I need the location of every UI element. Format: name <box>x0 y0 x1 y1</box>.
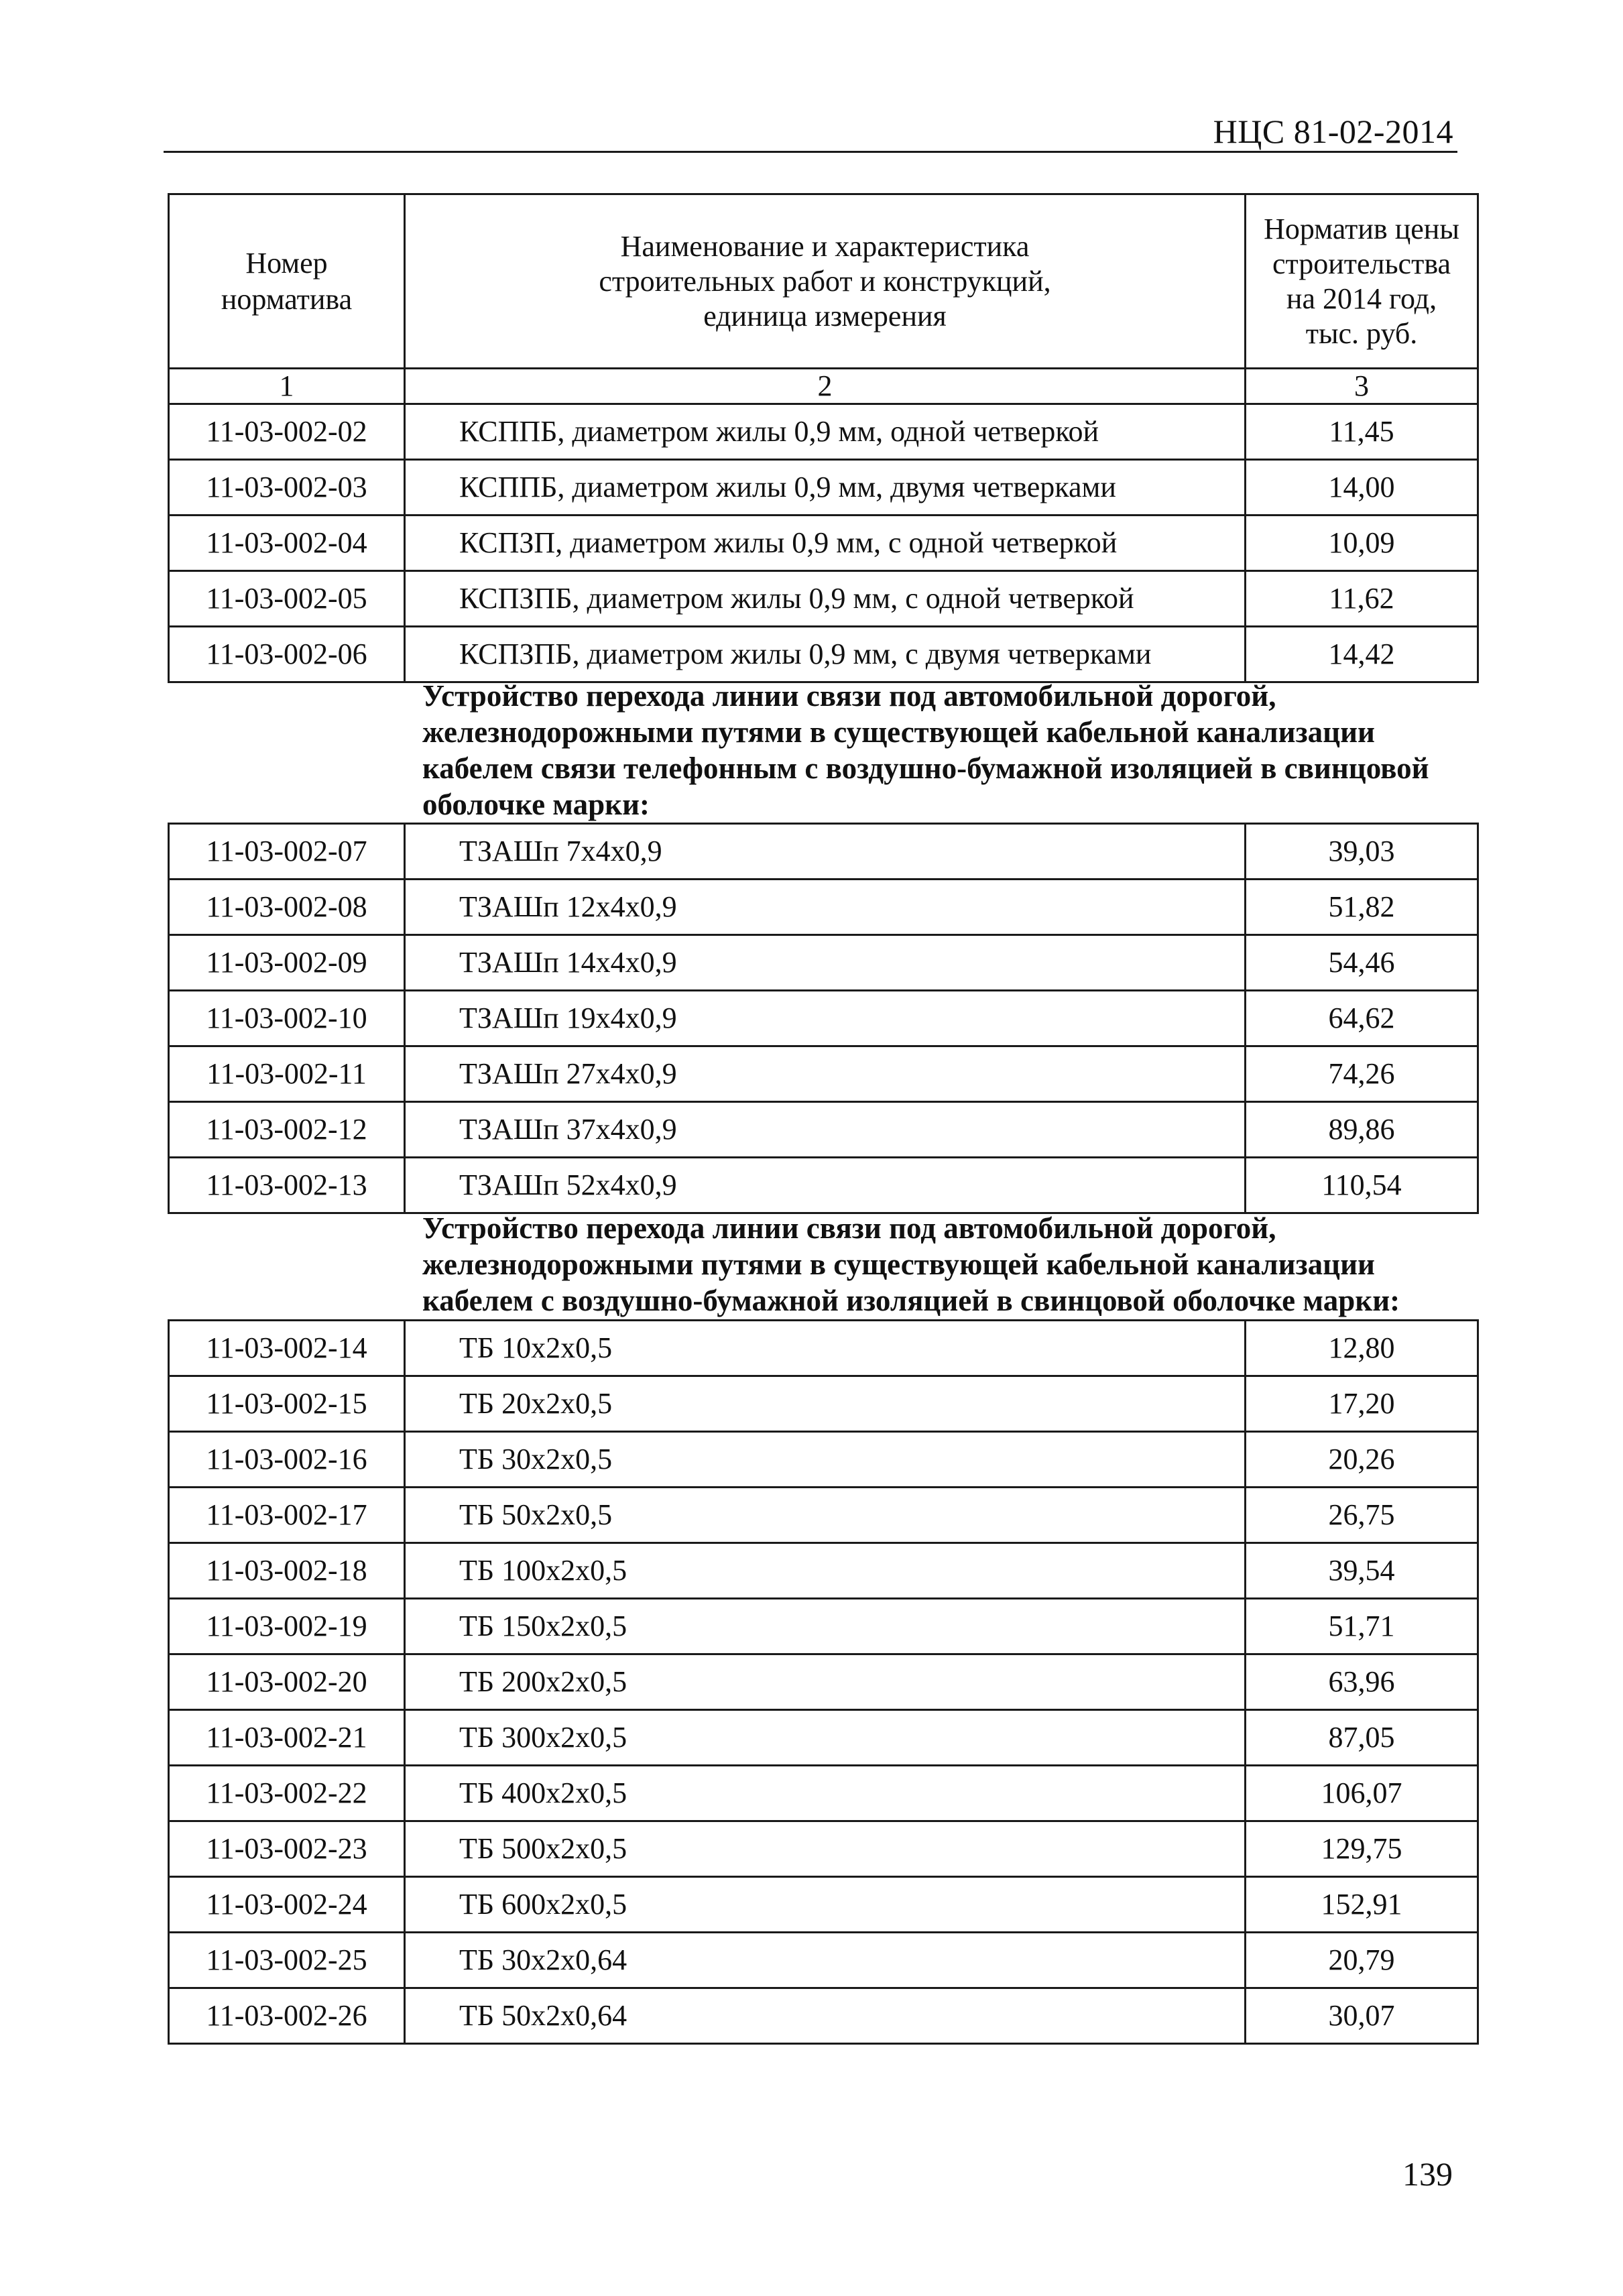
norm-code: 11-03-002-14 <box>169 1321 405 1376</box>
norm-name: ТБ 300х2х0,5 <box>405 1710 1246 1766</box>
table-row <box>169 1376 1478 1432</box>
norm-price: 106,07 <box>1246 1766 1478 1821</box>
norm-code: 11-03-002-19 <box>169 1599 405 1654</box>
norm-name: ТБ 50х2х0,5 <box>405 1488 1246 1543</box>
norm-code: 11-03-002-22 <box>169 1766 405 1821</box>
norm-price: 39,54 <box>1246 1543 1478 1599</box>
header-line: тыс. руб. <box>1305 316 1418 350</box>
norm-name: ТБ 200х2х0,5 <box>405 1654 1246 1710</box>
section-title-line: кабелем с воздушно-бумажной изоляцией в свинцовой оболочке марки: <box>422 1284 1400 1317</box>
norm-price: 30,07 <box>1246 1988 1478 2044</box>
norm-code: 11-03-002-13 <box>169 1158 405 1213</box>
norm-name: ТБ 150х2х0,5 <box>405 1599 1246 1654</box>
norm-name: ТБ 600х2х0,5 <box>405 1877 1246 1933</box>
table-row <box>169 935 1478 991</box>
table-row <box>169 1599 1478 1654</box>
norm-price: 39,03 <box>1246 824 1478 880</box>
table-row <box>169 1543 1478 1599</box>
norm-price: 87,05 <box>1246 1710 1478 1766</box>
norms-table-top <box>168 193 1479 683</box>
table-row <box>169 1933 1478 1988</box>
norm-name: КСППБ, диаметром жилы 0,9 мм, одной четверкой <box>405 404 1246 460</box>
norm-code: 11-03-002-05 <box>169 571 405 627</box>
table-row <box>169 627 1478 682</box>
norm-code: 11-03-002-06 <box>169 627 405 682</box>
norm-name: КСПЗП, диаметром жилы 0,9 мм, с одной четверкой <box>405 516 1246 571</box>
norm-price: 11,62 <box>1246 571 1478 627</box>
column-number: 1 <box>169 369 405 404</box>
norm-name: ТБ 500х2х0,5 <box>405 1821 1246 1877</box>
column-number: 2 <box>405 369 1246 404</box>
table-row <box>169 516 1478 571</box>
section-title-line: оболочке марки: <box>422 788 650 821</box>
norm-price: 51,82 <box>1246 880 1478 935</box>
norm-price: 20,79 <box>1246 1933 1478 1988</box>
norm-price: 17,20 <box>1246 1376 1478 1432</box>
header-cell-price <box>1246 194 1478 369</box>
norm-price: 54,46 <box>1246 935 1478 991</box>
norm-name: ТБ 10х2х0,5 <box>405 1321 1246 1376</box>
norm-code: 11-03-002-18 <box>169 1543 405 1599</box>
norm-code: 11-03-002-04 <box>169 516 405 571</box>
section-title <box>422 678 1468 823</box>
norm-name: ТЗАШп 7х4х0,9 <box>405 824 1246 880</box>
header-line: Номер <box>245 246 328 280</box>
table-row <box>169 404 1478 460</box>
norm-price: 63,96 <box>1246 1654 1478 1710</box>
table-row <box>169 1158 1478 1213</box>
norm-name: ТБ 50х2х0,64 <box>405 1988 1246 2044</box>
norm-code: 11-03-002-15 <box>169 1376 405 1432</box>
header-line: Норматив цены <box>1264 212 1459 245</box>
norm-price: 51,71 <box>1246 1599 1478 1654</box>
header-line: единица измерения <box>703 299 947 333</box>
header-line: Наименование и характеристика <box>620 229 1030 263</box>
norm-price: 110,54 <box>1246 1158 1478 1213</box>
norm-code: 11-03-002-02 <box>169 404 405 460</box>
norm-price: 14,00 <box>1246 460 1478 516</box>
norm-name: КСПЗПБ, диаметром жилы 0,9 мм, с двумя четверками <box>405 627 1246 682</box>
table-row <box>169 1432 1478 1488</box>
norm-price: 152,91 <box>1246 1877 1478 1933</box>
table-row <box>169 880 1478 935</box>
norm-code: 11-03-002-08 <box>169 880 405 935</box>
section-title-line: Устройство перехода линии связи под автомобильной дорогой, <box>422 1211 1276 1245</box>
table-header-row <box>169 194 1478 369</box>
header-cell-name <box>405 194 1246 369</box>
table-row <box>169 824 1478 880</box>
norm-name: ТЗАШп 27х4х0,9 <box>405 1046 1246 1102</box>
norm-price: 26,75 <box>1246 1488 1478 1543</box>
norm-name: ТБ 400х2х0,5 <box>405 1766 1246 1821</box>
table-row <box>169 1046 1478 1102</box>
table-row <box>169 1102 1478 1158</box>
section-title-line: железнодорожными путями в существующей кабельной канализации <box>422 715 1375 749</box>
norms-table-section-2 <box>168 1319 1479 2045</box>
norm-code: 11-03-002-21 <box>169 1710 405 1766</box>
norm-name: ТБ 100х2х0,5 <box>405 1543 1246 1599</box>
norm-name: ТЗАШп 52х4х0,9 <box>405 1158 1246 1213</box>
norm-code: 11-03-002-03 <box>169 460 405 516</box>
header-line: строительных работ и конструкций, <box>599 264 1051 298</box>
norm-price: 129,75 <box>1246 1821 1478 1877</box>
norm-code: 11-03-002-16 <box>169 1432 405 1488</box>
norm-name: ТБ 30х2х0,5 <box>405 1432 1246 1488</box>
norm-name: ТЗАШп 12х4х0,9 <box>405 880 1246 935</box>
norm-price: 10,09 <box>1246 516 1478 571</box>
table-row <box>169 460 1478 516</box>
norm-name: ТЗАШп 37х4х0,9 <box>405 1102 1246 1158</box>
norm-code: 11-03-002-23 <box>169 1821 405 1877</box>
norm-code: 11-03-002-24 <box>169 1877 405 1933</box>
table-row <box>169 1877 1478 1933</box>
table-row <box>169 1488 1478 1543</box>
norm-price: 74,26 <box>1246 1046 1478 1102</box>
header-rule <box>164 151 1457 153</box>
norm-name: КСППБ, диаметром жилы 0,9 мм, двумя четверками <box>405 460 1246 516</box>
table-row <box>169 1654 1478 1710</box>
table-row <box>169 1710 1478 1766</box>
norm-code: 11-03-002-26 <box>169 1988 405 2044</box>
column-number: 3 <box>1246 369 1478 404</box>
table-row <box>169 1321 1478 1376</box>
norm-code: 11-03-002-10 <box>169 991 405 1046</box>
norm-code: 11-03-002-07 <box>169 824 405 880</box>
header-line: норматива <box>221 282 353 316</box>
document-code: НЦС 81-02-2014 <box>1213 113 1453 150</box>
norms-table-section-1 <box>168 823 1479 1214</box>
norm-code: 11-03-002-12 <box>169 1102 405 1158</box>
norm-price: 14,42 <box>1246 627 1478 682</box>
norm-name: ТБ 30х2х0,64 <box>405 1933 1246 1988</box>
norm-price: 12,80 <box>1246 1321 1478 1376</box>
norm-code: 11-03-002-20 <box>169 1654 405 1710</box>
table-row <box>169 991 1478 1046</box>
table-row <box>169 1988 1478 2044</box>
table-row <box>169 1821 1478 1877</box>
header-line: на 2014 год, <box>1286 282 1437 315</box>
norm-name: ТЗАШп 19х4х0,9 <box>405 991 1246 1046</box>
section-title-line: железнодорожными путями в существующей кабельной канализации <box>422 1248 1375 1281</box>
norm-price: 20,26 <box>1246 1432 1478 1488</box>
norm-price: 11,45 <box>1246 404 1478 460</box>
section-title-line: кабелем связи телефонным с воздушно-бумажной изоляцией в свинцовой <box>422 751 1429 785</box>
norm-code: 11-03-002-09 <box>169 935 405 991</box>
page-number: 139 <box>1402 2155 1453 2193</box>
norm-code: 11-03-002-17 <box>169 1488 405 1543</box>
norm-name: КСПЗПБ, диаметром жилы 0,9 мм, с одной четверкой <box>405 571 1246 627</box>
norm-price: 64,62 <box>1246 991 1478 1046</box>
norm-name: ТЗАШп 14х4х0,9 <box>405 935 1246 991</box>
norm-price: 89,86 <box>1246 1102 1478 1158</box>
section-title <box>422 1210 1468 1319</box>
norm-code: 11-03-002-11 <box>169 1046 405 1102</box>
column-number-row <box>169 369 1478 404</box>
section-title-line: Устройство перехода линии связи под автомобильной дорогой, <box>422 679 1276 713</box>
table-row <box>169 1766 1478 1821</box>
header-cell-number <box>169 194 405 369</box>
norm-name: ТБ 20х2х0,5 <box>405 1376 1246 1432</box>
table-row <box>169 571 1478 627</box>
header-line: строительства <box>1272 247 1451 280</box>
norm-code: 11-03-002-25 <box>169 1933 405 1988</box>
